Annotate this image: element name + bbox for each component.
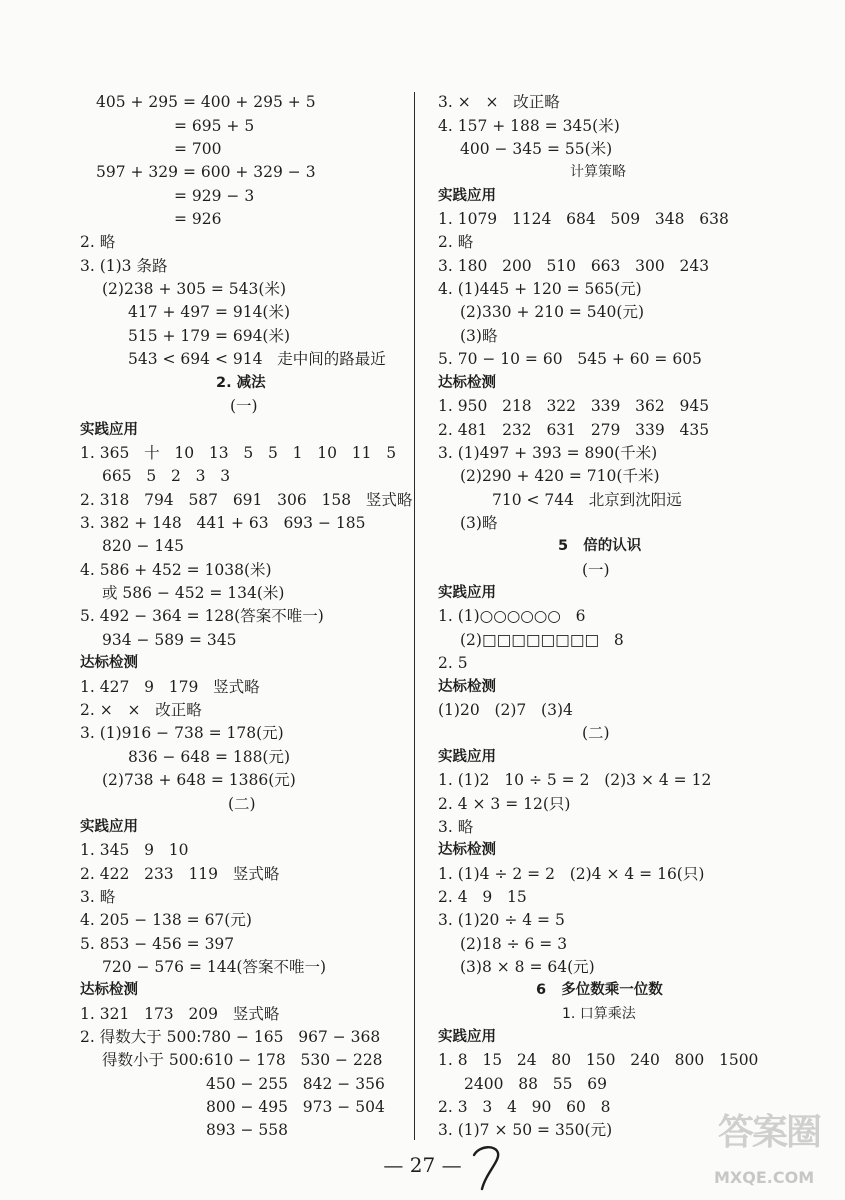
text-line: 得数小于 500:610 − 178 530 − 228 [102, 1051, 383, 1069]
text-line: 836 − 648 = 188(元) [128, 748, 291, 766]
text-line: 720 − 576 = 144(答案不唯一) [102, 958, 327, 976]
text-line: (2)290 + 420 = 710(千米) [460, 467, 660, 485]
text-line: (2)□□□□□□□□ 8 [460, 631, 624, 649]
text-line: 4. (1)445 + 120 = 565(元) [438, 280, 642, 298]
text-line: (2)330 + 210 = 540(元) [460, 303, 644, 321]
text-line: 820 − 145 [102, 537, 185, 555]
section-label: 实践应用 [80, 819, 138, 835]
text-line: 1. 321 173 209 竖式略 [80, 1005, 280, 1023]
text-line: 597 + 329 = 600 + 329 − 3 [96, 163, 316, 181]
text-line: 1. (1)○○○○○○ 6 [438, 607, 586, 625]
text-line: 3. (1)3 条路 [80, 257, 168, 275]
text-line: 405 + 295 = 400 + 295 + 5 [96, 93, 316, 111]
text-line: 4. 586 + 452 = 1038(米) [80, 561, 272, 579]
text-line: 5. 70 − 10 = 60 545 + 60 = 605 [438, 350, 702, 368]
text-line: 3. (1)7 × 50 = 350(元) [438, 1121, 613, 1139]
text-line: 1. 427 9 179 竖式略 [80, 678, 260, 696]
text-line: = 700 [174, 140, 222, 158]
subsection-heading: (一) [582, 561, 610, 579]
text-line: = 695 + 5 [174, 117, 255, 135]
section-heading: 2. 减法 [216, 375, 266, 391]
text-line: 4. 205 − 138 = 67(元) [80, 911, 252, 929]
text-line: (3)8 × 8 = 64(元) [460, 958, 595, 976]
section-label: 达标检测 [80, 655, 138, 671]
handwritten-mark [470, 1143, 506, 1193]
text-line: (1)20 (2)7 (3)4 [438, 701, 573, 719]
text-line: 2. 4 × 3 = 12(只) [438, 795, 571, 813]
text-line: (2)18 ÷ 6 = 3 [460, 935, 568, 953]
section-label: 实践应用 [438, 1029, 496, 1045]
text-line: (3)略 [460, 327, 498, 345]
text-line: 800 − 495 973 − 504 [206, 1098, 385, 1116]
text-line: 3. × × 改正略 [438, 93, 560, 111]
text-line: 1. 950 218 322 339 362 945 [438, 397, 710, 415]
text-line: 665 5 2 3 3 [102, 467, 231, 485]
text-line: 2. 5 [438, 654, 468, 672]
subsection-heading: 计算策略 [570, 164, 626, 180]
text-line: 515 + 179 = 694(米) [128, 327, 291, 345]
text-line: 5. 853 − 456 = 397 [80, 935, 235, 953]
section-label: 达标检测 [80, 982, 138, 998]
text-line: 2. 422 233 119 竖式略 [80, 865, 280, 883]
text-line: 2400 88 55 69 [464, 1075, 607, 1093]
text-line: 710 < 744 北京到沈阳远 [492, 491, 682, 509]
page-number: — 27 — [383, 1153, 462, 1177]
chapter-heading: 5 倍的认识 [558, 538, 642, 554]
text-line: 2. 4 9 15 [438, 888, 527, 906]
text-line: 2. 3 3 4 90 60 8 [438, 1098, 611, 1116]
text-line: 3. 略 [438, 818, 474, 836]
text-line: 或 586 − 452 = 134(米) [102, 584, 285, 602]
section-label: 实践应用 [438, 188, 496, 204]
subsection-heading: (二) [582, 724, 610, 742]
text-line: 5. 492 − 364 = 128(答案不唯一) [80, 607, 324, 625]
text-line: 2. 略 [80, 233, 116, 251]
text-line: 1. (1)2 10 ÷ 5 = 2 (2)3 × 4 = 12 [438, 771, 712, 789]
watermark [714, 1104, 838, 1196]
column-divider [414, 92, 415, 1140]
text-line: 3. 180 200 510 663 300 243 [438, 257, 710, 275]
text-line: 3. (1)20 ÷ 4 = 5 [438, 911, 565, 929]
chapter-heading: 6 多位数乘一位数 [536, 982, 663, 998]
text-line: 400 − 345 = 55(米) [460, 140, 613, 158]
subsection-heading: (一) [230, 397, 258, 415]
text-line: = 929 − 3 [174, 187, 255, 205]
text-line: 3. 382 + 148 441 + 63 693 − 185 [80, 514, 366, 532]
section-label: 达标检测 [438, 375, 496, 391]
text-line: (2)238 + 305 = 543(米) [102, 280, 286, 298]
section-label: 实践应用 [438, 585, 496, 601]
section-label: 达标检测 [438, 679, 496, 695]
text-line: 3. 略 [80, 888, 116, 906]
text-line: 1. 345 9 10 [80, 841, 189, 859]
text-line: 450 − 255 842 − 356 [206, 1075, 385, 1093]
text-line: 1. 365 十 10 13 5 5 1 10 11 5 [80, 444, 397, 462]
text-line: 3. (1)916 − 738 = 178(元) [80, 724, 284, 742]
watermark-url: MXQE.COM [714, 1168, 815, 1187]
subsection-heading: 1. 口算乘法 [562, 1006, 636, 1022]
text-line: 2. × × 改正略 [80, 701, 202, 719]
text-line: 1. (1)4 ÷ 2 = 2 (2)4 × 4 = 16(只) [438, 865, 705, 883]
section-label: 达标检测 [438, 842, 496, 858]
text-line: 543 < 694 < 914 走中间的路最近 [128, 350, 386, 368]
text-line: 3. (1)497 + 393 = 890(千米) [438, 444, 658, 462]
text-line: = 926 [174, 210, 222, 228]
text-line: 2. 略 [438, 233, 474, 251]
text-line: (3)略 [460, 514, 498, 532]
text-line: 2. 得数大于 500:780 − 165 967 − 368 [80, 1028, 381, 1046]
text-line: 2. 481 232 631 279 339 435 [438, 421, 710, 439]
section-label: 实践应用 [438, 749, 496, 765]
text-line: 1. 8 15 24 80 150 240 800 1500 [438, 1051, 759, 1069]
text-line: 893 − 558 [206, 1121, 289, 1139]
text-line: 417 + 497 = 914(米) [128, 303, 291, 321]
text-line: 4. 157 + 188 = 345(米) [438, 117, 620, 135]
text-line: 934 − 589 = 345 [102, 631, 237, 649]
text-line: 1. 1079 1124 684 509 348 638 [438, 210, 729, 228]
section-label: 实践应用 [80, 422, 138, 438]
text-line: 2. 318 794 587 691 306 158 竖式略 [80, 491, 413, 509]
text-line: (2)738 + 648 = 1386(元) [102, 771, 296, 789]
watermark-logo: 答案圈 [718, 1112, 821, 1153]
subsection-heading: (二) [228, 795, 256, 813]
